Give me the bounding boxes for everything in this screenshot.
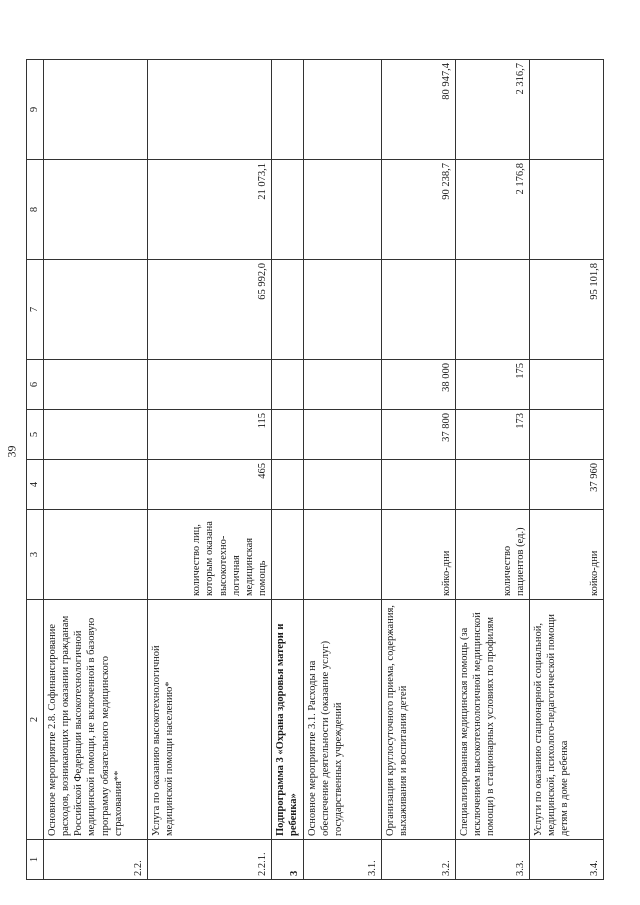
cell-col-4 bbox=[304, 460, 382, 510]
cell-col-8 bbox=[530, 160, 604, 260]
row-name: Организация круглосуточного приема, содержания, выхаживания и воспитания детей bbox=[382, 600, 456, 840]
cell-col-7 bbox=[272, 260, 304, 360]
row-code: 3.4. bbox=[530, 840, 604, 880]
table-row bbox=[272, 60, 304, 880]
cell-col-9: 2 316,7 bbox=[456, 60, 530, 160]
row-code: 3 bbox=[272, 840, 304, 880]
column-header-1: 1 bbox=[27, 840, 44, 880]
cell-col-6 bbox=[148, 360, 272, 410]
cell-col-7 bbox=[44, 260, 148, 360]
column-header-8: 8 bbox=[27, 160, 44, 260]
cell-col-6 bbox=[272, 360, 304, 410]
column-header-6: 6 bbox=[27, 360, 44, 410]
row-name: Услуга по оказанию высокотехнологичной медицинской помощи населению* bbox=[148, 600, 272, 840]
cell-col-6 bbox=[304, 360, 382, 410]
row-code: 3.1. bbox=[304, 840, 382, 880]
row-code: 2.2.1. bbox=[148, 840, 272, 880]
header-row bbox=[27, 60, 44, 880]
column-header-7: 7 bbox=[27, 260, 44, 360]
page-number: 39 bbox=[4, 445, 19, 458]
cell-col-4 bbox=[272, 460, 304, 510]
row-code: 3.2. bbox=[382, 840, 456, 880]
table-row bbox=[44, 60, 148, 880]
cell-col-8: 2 176,8 bbox=[456, 160, 530, 260]
cell-col-8 bbox=[304, 160, 382, 260]
cell-col-7 bbox=[456, 260, 530, 360]
row-unit: количество лиц, которым оказана высокотехно-логичная медицинская помощь bbox=[148, 510, 272, 600]
cell-col-7 bbox=[304, 260, 382, 360]
row-name: Основное мероприятие 3.1. Расходы на обеспечение деятельности (оказание услуг) государственных учреждений bbox=[304, 600, 382, 840]
cell-col-9 bbox=[148, 60, 272, 160]
row-name: Основное мероприятие 2.8. Софинансирование расходов, возникающих при оказании гражданам Российской Федерации высокотехнологичной медицинской помощи, не включенной в базовую программу обязательного медицинского страхования** bbox=[44, 600, 148, 840]
cell-col-6 bbox=[530, 360, 604, 410]
row-unit: койко-дни bbox=[382, 510, 456, 600]
row-unit: количество пациентов (ед.) bbox=[456, 510, 530, 600]
cell-col-8 bbox=[272, 160, 304, 260]
column-header-9: 9 bbox=[27, 60, 44, 160]
cell-col-5 bbox=[272, 410, 304, 460]
cell-col-9 bbox=[272, 60, 304, 160]
column-header-3: 3 bbox=[27, 510, 44, 600]
column-header-5: 5 bbox=[27, 410, 44, 460]
row-unit: койко-дни bbox=[530, 510, 604, 600]
cell-col-4: 37 960 bbox=[530, 460, 604, 510]
cell-col-4: 465 bbox=[148, 460, 272, 510]
cell-col-6 bbox=[44, 360, 148, 410]
cell-col-5: 37 800 bbox=[382, 410, 456, 460]
cell-col-9 bbox=[530, 60, 604, 160]
cell-col-4 bbox=[456, 460, 530, 510]
column-header-4: 4 bbox=[27, 460, 44, 510]
cell-col-9 bbox=[44, 60, 148, 160]
column-header-2: 2 bbox=[27, 600, 44, 840]
cell-col-4 bbox=[44, 460, 148, 510]
table-row bbox=[456, 60, 530, 880]
cell-col-8: 90 238,7 bbox=[382, 160, 456, 260]
cell-col-8: 21 073,1 bbox=[148, 160, 272, 260]
cell-col-8 bbox=[44, 160, 148, 260]
cell-col-9: 80 947,4 bbox=[382, 60, 456, 160]
cell-col-5 bbox=[304, 410, 382, 460]
table-row bbox=[148, 60, 272, 880]
row-unit bbox=[272, 510, 304, 600]
cell-col-4 bbox=[382, 460, 456, 510]
row-name: Услуги по оказанию стационарной социальной, медицинской, психолого-педагогической помощи детям в доме ребенка bbox=[530, 600, 604, 840]
cell-col-9 bbox=[304, 60, 382, 160]
cell-col-6: 175 bbox=[456, 360, 530, 410]
cell-col-5: 173 bbox=[456, 410, 530, 460]
cell-col-5 bbox=[44, 410, 148, 460]
table-row bbox=[304, 60, 382, 880]
cell-col-7: 95 101,8 bbox=[530, 260, 604, 360]
row-code: 2.2. bbox=[44, 840, 148, 880]
cell-col-7: 65 992,0 bbox=[148, 260, 272, 360]
row-unit bbox=[44, 510, 148, 600]
table-row bbox=[530, 60, 604, 880]
rotated-page bbox=[26, 60, 601, 880]
row-unit bbox=[304, 510, 382, 600]
cell-col-5: 115 bbox=[148, 410, 272, 460]
cell-col-5 bbox=[530, 410, 604, 460]
row-name: Подпрограмма 3 «Охрана здоровья матери и ребенка» bbox=[272, 600, 304, 840]
row-name: Специализированная медицинская помощь (за исключением высокотехнологичной медицинской помощи) в стационарных условиях по профилям bbox=[456, 600, 530, 840]
table-row bbox=[382, 60, 456, 880]
data-table bbox=[26, 59, 604, 880]
row-code: 3.3. bbox=[456, 840, 530, 880]
cell-col-7 bbox=[382, 260, 456, 360]
cell-col-6: 38 000 bbox=[382, 360, 456, 410]
